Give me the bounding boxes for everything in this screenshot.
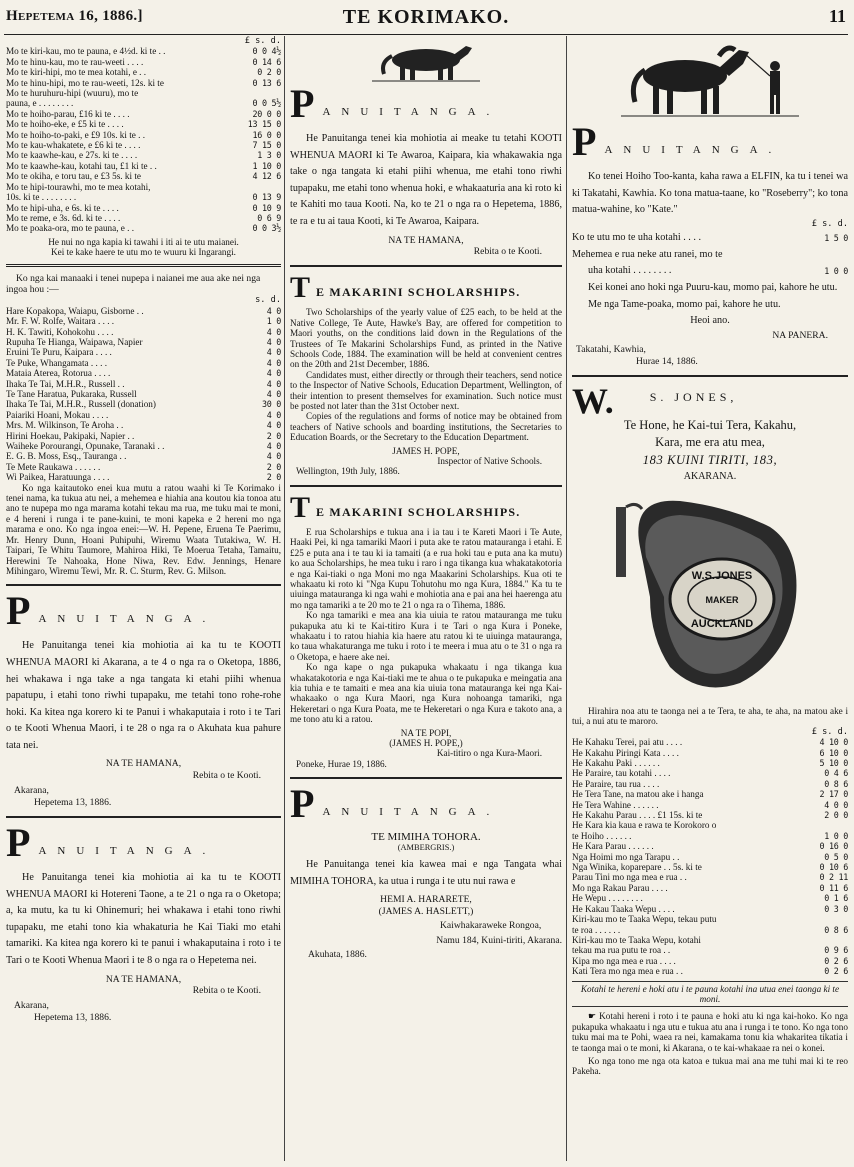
saddlery-row: [572, 935, 848, 945]
saddlery-row-value: 0 11 6: [819, 882, 848, 893]
saddlery-row-label: Kiri-kau mo te Taaka Wepu, kotahi: [572, 934, 701, 945]
advert-paragraph-2: Ko nga tono me nga ota katoa e tukua mai ana me tuhi mai ki te reo Pakeha.: [572, 1055, 848, 1077]
notice-paragraph-2: Candidates must, either directly or through their teachers, send notice to the Inspector of Native Schools, Education Department, Wellington, of their intention to present themselves for examination. Such notice must be posted not later than the 31st October next.: [290, 369, 562, 412]
saddlery-row: [572, 768, 848, 778]
saddlery-row: [572, 966, 848, 976]
price-row-label: Mo te hoiho-eke, e £5 ki te . . . .: [6, 119, 124, 130]
saddlery-row-label: Mo nga Rakau Parau . . . .: [572, 882, 668, 893]
saddlery-row: [572, 748, 848, 758]
saddlery-row-value: 4 10 0: [819, 737, 848, 748]
saddlery-row-label: Nga Winika, koparepare . . 5s. ki te: [572, 862, 702, 873]
saddlery-row: [572, 789, 848, 799]
subscriber-row-value: 4 0: [266, 368, 281, 379]
subscriber-row-label: Mr. F. W. Rolfe, Waitara . . . .: [6, 316, 115, 327]
market-note-2: Kei te kake haere te utu mo te wuuru ki Ingarangi.: [51, 247, 236, 258]
price-row-value: 1 10 0: [252, 160, 281, 171]
notice-signatory-role: Kai-titiro o nga Kura-Maori.: [436, 748, 542, 759]
price-row: [6, 119, 281, 129]
notice-signatory-role: Rebita o te Kooti.: [192, 769, 261, 781]
divider: [572, 375, 848, 377]
subscribers-paragraph: Ko nga kaitautoko enei kua mutu a ratou waahi ki Te Korimako i tenei nama, ka tukua atu nei, a mehemea e hiahia ana koutou kia tonoa atu ano te nupepa mo nga marama kotahi tekau ma rua, me tuku mai te moni, e 4 hereni i runga i te pane-kuini, te moni kapeka e 2 hereni mo nga marama e ono. Ko nga ingoa enei:—W. H. Pepene, Eruena Te Paerimu, Mr. Henry Dunn, Hoani Puhipuhi, Wiremu Waata Tutakiwa, W. H. Taipari, Te Whitu Taumore, Mahiroa Hiki, Te Moerua Tetaha, Tamaitu, Herewini Te Nahoaka, Hone Niwa, Rev. Edw. Jennings, Henare Mihingaro, Wiremu Tewi, Mr. R. C. Sturm, Rev. G. Milson.: [6, 482, 281, 576]
advert-city: AKARANA.: [683, 470, 737, 482]
price-row-label: Mo te hinu-hipi, mo te rau-weeti, 12s. ki te: [6, 77, 164, 88]
subscribers-column-heading: s. d.: [255, 295, 281, 306]
saddlery-row-value: 2 17 0: [819, 789, 848, 800]
saddlery-row: [572, 883, 848, 893]
subscriber-row-label: Ihaka Te Tai, M.H.R., Russell (donation): [6, 399, 156, 410]
price-row: [6, 78, 281, 88]
subscriber-row: [6, 451, 281, 461]
fee-label-continued: Mehemea e rua neke atu ranei, mo te: [572, 248, 723, 260]
saddle-icon: [572, 487, 848, 702]
price-row: [6, 192, 281, 202]
subscriber-row-value: 4 0: [266, 326, 281, 337]
saddlery-row-label: Parau Tini mo nga mea e rua . .: [572, 872, 687, 883]
saddlery-row: [572, 945, 848, 955]
subscriber-row-value: 4 0: [266, 378, 281, 389]
column-rule-1: [284, 36, 285, 1161]
saddlery-row-value: 0 8 6: [824, 924, 848, 935]
notice-signatory-role: Kaiwhakaraweke Rongoa,: [440, 920, 542, 932]
price-row-value: 0 0 3½: [252, 223, 281, 234]
price-row-label: Mo te kaawhe-kau, kotahi tau, £1 ki te . .: [6, 160, 157, 171]
notice-date: Poneke, Hurae 19, 1886.: [296, 758, 387, 769]
saddlery-row: [572, 893, 848, 903]
fee-value: 1 5 0: [824, 233, 848, 244]
advert-paragraph-1-text: Kotahi hereni i roto i te pauna e hoki atu ki nga kai-hoko. Ko nga pukapuka whakaatu i nga utu e tukua atu ana i runga i te tono. Ko nga tono tuku mai ma te Pohi, waea ra nei, kamakama tonu kia whakaritea tikatia i te taonga mai o te moni, ki Akarana, o te kai-whakaae ra nei o konei.: [572, 1011, 848, 1053]
badge-text-3: AUCKLAND: [690, 617, 754, 630]
saddlery-row-label: He Tera Tane, na matou ake i hanga: [572, 789, 704, 800]
notice-signature: NA TE HAMANA,: [388, 234, 464, 246]
scholarship-notice-english: [290, 271, 562, 477]
subscriber-row: [6, 441, 281, 451]
divider: [290, 777, 562, 779]
advert-paragraph-1: [572, 1011, 848, 1053]
drop-cap: P: [572, 119, 597, 164]
saddlery-row-label: Kipa mo nga mea e rua . . . .: [572, 955, 676, 966]
price-row-label: Mo te hoiho-parau, £16 ki te . . . .: [6, 108, 130, 119]
issue-date: Hepetema 16, 1886.]: [6, 8, 143, 24]
price-row: [6, 182, 281, 192]
price-row-value: 4 12 6: [252, 171, 281, 182]
saddlery-row-label: te roa . . . . . .: [572, 924, 621, 935]
price-row-value: 0 10 9: [252, 202, 281, 213]
drop-cap: P: [6, 588, 31, 634]
subscriber-row-label: Te Puke, Whangamata . . . .: [6, 357, 107, 368]
saddlery-row: [572, 737, 848, 747]
notice-paragraph-3: Ko nga kape o nga pukapuka whakaatu i nga tikanga kua whakatakotoria e nga Kai-tiaki me te ahua o te pukapuka e meingatia ana kia tuhia e te tamaiti e mea ana kia uiuia tona matauranga kei nga Kai-whakaako o nga Kura Maori, nga Kura nohoanga tamariki, nga Hekeretari o nga Kura Poata, me te Hekeretari o nga Kura e takoto ana, a me tono atu ki a ratou.: [290, 662, 562, 725]
subscriber-row: [6, 316, 281, 326]
saddlery-row-label: He Kakahu Parau . . . . £1 15s. ki te: [572, 810, 703, 821]
drop-cap: P: [290, 781, 315, 827]
subscriber-row-value: 1 0: [266, 316, 281, 327]
stallion-icon: [572, 40, 848, 125]
saddlery-row: [572, 872, 848, 882]
notice-date: Hepetema 13, 1886.: [34, 796, 112, 808]
notice-signature: NA TE POPI,: [400, 727, 452, 738]
subscriber-row: [6, 410, 281, 420]
price-row: [6, 150, 281, 160]
saddlery-row: [572, 831, 848, 841]
saddlery-row-value: 0 2 6: [824, 955, 848, 966]
subscriber-row-label: Wi Paikea, Haratuunga . . . .: [6, 472, 110, 483]
price-row-label: 10s. ki te . . . . . . . .: [6, 192, 77, 203]
subscriber-row-label: Te Mete Raukawa . . . . . .: [6, 461, 101, 472]
saddlery-row-value: 0 2 11: [819, 872, 848, 883]
notice-signature-english: (JAMES H. POPE,): [389, 738, 463, 748]
saddlery-row-label: Kiri-kau mo te Taaka Wepu, tekau putu: [572, 914, 717, 925]
divider: [6, 264, 281, 267]
subscriber-row-value: 2 0: [266, 430, 281, 441]
divider: [6, 584, 281, 586]
advert-line-2: Kara, me era atu mea,: [655, 434, 765, 449]
subscriber-row: [6, 347, 281, 357]
price-column-heading: £ s. d.: [244, 36, 281, 46]
price-column-heading: £ s. d.: [811, 726, 848, 737]
column-2: [290, 36, 562, 1163]
subscriber-row-label: Waiheke Porourangi, Opunake, Taranaki . .: [6, 441, 165, 452]
saddlery-row-label: He Kakahu Piringi Kata . . . .: [572, 747, 679, 758]
stallion-notice: [572, 119, 848, 367]
notice-body: He Panuitanga tenei kia kawea mai e nga Tangata whai MIMIHA TOHORA, ka utua i runga i te utu nui rawa e: [290, 859, 562, 887]
saddlery-row-value: 0 2 6: [824, 966, 848, 977]
divider: [572, 981, 848, 982]
price-row: [6, 223, 281, 233]
saddlery-row-value: 5 10 0: [819, 758, 848, 768]
discount-note: Kotahi te hereni e hoki atu i te pauna kotahi ina utua enei taonga ki te moni.: [580, 983, 840, 1004]
subscriber-row-value: 2 0: [266, 461, 281, 472]
saddlery-row-value: 6 10 0: [819, 747, 848, 758]
masthead-title: TE KORIMAKO.: [342, 6, 510, 28]
saddlery-row-label: He Kakahu Paki . . . . . .: [572, 758, 660, 768]
scholarship-notice-maori: [290, 490, 562, 769]
fee-label: uha kotahi . . . . . . . .: [588, 265, 672, 277]
badge-text-1: W.S.JONES: [691, 569, 753, 582]
saddlery-row: [572, 852, 848, 862]
divider: [290, 485, 562, 487]
notice-paragraph-1: E rua Scholarships e tukua ana i ia tau i te Kareti Maori i Te Aute, Haaki Pei, ki nga tamariki Maori i puta ake te ratou matauranga i etahi. E £25 e puta ana i te tau ki ia tamaiti (a e rua hoki tau e puta ana ka mutu) ko aua Scholarships, he mea tuku i raro i nga tikanga kua whakatakotoria e nga Kai-tiaki o nga Moni mo nga Maakarini Scholarships. Kua oti te whakaatu ki roto ki "Nga Kupu Tohutohu mo nga Kura, 1884." Ka tu te uiuinga matauranga ki nga wahi e mohiotia ana e pai ana hei haerenga atu mo nga tamariki a te 20 mo te 21 o nga ra o Tihema, 1886.: [290, 526, 562, 610]
price-row-value: 16 0 0: [252, 129, 281, 140]
saddlery-row-value: 0 1 6: [824, 893, 848, 904]
subscriber-row-value: 4 0: [266, 441, 281, 452]
saddler-advertisement: [572, 380, 848, 1077]
notice-heading: ANUITANGA.: [322, 106, 501, 118]
saddlery-row: [572, 820, 848, 830]
notice-heading: ANUITANGA.: [38, 845, 217, 858]
price-row: [6, 140, 281, 150]
price-row-label: Mo te reme, e 3s. 6d. ki te . . . .: [6, 212, 121, 223]
advert-address: 183 KUINI TIRITI, 183,: [642, 452, 778, 467]
saddlery-row: [572, 810, 848, 820]
price-row-label: Mo te hipi-uha, e 6s. ki te . . . .: [6, 202, 119, 213]
divider: [6, 816, 281, 818]
saddlery-row-label: tekau ma rua putu te roa . .: [572, 945, 671, 956]
notice-body: He Panuitanga tenei kia mohiotia ai ka tu te KOOTI WHENUA MAORI ki Akarana, a te 4 o nga ra o Oketopa, 1886, hei whakawa i nga take a nga tangata ki etahi piihi whenua papatupu, i etahi tono riwhi tupapaku, me tetahi tono rohe-rohe hoki. Ka kitea nga korero ki te Panui i whakaputaia i roto i te Tari o te Kooti Whenua Maori, i te 28 o nga ra o Akuhata kua pahure tata nei.: [6, 640, 281, 751]
subscriber-row-value: 4 0: [266, 347, 281, 358]
pointing-hand-icon: ☛: [588, 1011, 600, 1022]
badge-text-2: MAKER: [705, 594, 739, 605]
saddlery-row-value: 4 0 0: [824, 799, 848, 810]
notice-closing: Heoi ano.: [690, 315, 730, 327]
notice-place: Takatahi, Kawhia,: [576, 344, 646, 356]
saddlery-row-label: He Wepu . . . . . . . .: [572, 893, 643, 904]
price-row-value: 13 15 0: [247, 119, 281, 130]
notice-date: Hurae 14, 1886.: [636, 355, 698, 367]
subscriber-row: [6, 472, 281, 482]
notice-signatory-role: Rebita o te Kooti.: [192, 985, 261, 997]
fee-label: Ko te utu mo te uha kotahi . . . .: [572, 232, 702, 244]
price-row-label: Mo te poaka-ora, mo te pauna, e . .: [6, 223, 135, 234]
saddlery-row-value: 0 4 6: [824, 768, 848, 779]
horse-icon: [290, 40, 562, 87]
saddlery-row-label: He Tera Wahine . . . . . .: [572, 799, 659, 810]
divider: [572, 1006, 848, 1007]
page-header: [4, 0, 848, 35]
saddlery-row-value: 2 0 0: [824, 810, 848, 821]
subscriber-row-value: 4 0: [266, 451, 281, 462]
price-row-value: 0 6 9: [257, 212, 281, 223]
notice-paragraph-1: Two Scholarships of the yearly value of £25 each, to be held at the Native College, Te Aute, Hawke's Bay, are offered for competition to Maori youths, on the conditions laid down in the Regulations of the Trustees of Te Makarini Scholarships Fund, as printed in the Native Schools Code, 1884. The examination will be held at convenient centres on the 20th and 21st December, 1886.: [290, 307, 562, 370]
subscriber-row-label: Te Tane Haratua, Pukaraka, Russell: [6, 389, 137, 399]
notice-signatory-role: Rebita o te Kooti.: [473, 245, 542, 257]
subscriber-row-label: Paiariki Hoani, Mokau . . . .: [6, 409, 109, 420]
price-row-value: 0 0 4½: [252, 46, 281, 57]
price-row-label: Mo te hinu-kau, mo te rau-weeti . . . .: [6, 56, 144, 67]
price-row-label: Mo te kau-whakatete, e £6 ki te . . . .: [6, 140, 141, 151]
drop-cap: T: [290, 271, 311, 305]
subscriber-row: [6, 389, 281, 399]
price-row-value: 0 13 6: [252, 77, 281, 88]
price-row-value: 7 15 0: [252, 140, 281, 151]
price-row-value: 20 0 0: [252, 108, 281, 119]
subscriber-row-value: 4 0: [266, 420, 281, 431]
price-row: [6, 88, 281, 98]
subscriber-row-label: Ihaka Te Tai, M.H.R., Russell . .: [6, 378, 125, 389]
subscriber-row: [6, 462, 281, 472]
notice-heading: ANUITANGA.: [604, 144, 783, 156]
saddlery-price-list: [572, 737, 848, 976]
subscribers-list: [6, 306, 281, 483]
saddlery-row-value: 0 10 6: [819, 862, 848, 873]
saddlery-row-label: He Paraire, tau rua . . . .: [572, 778, 660, 789]
notice-place: Akarana,: [14, 785, 49, 797]
saddlery-row-value: 0 5 0: [824, 851, 848, 862]
fee-column-heading: £ s. d.: [811, 218, 848, 229]
price-row-label: Mo te hoiho-to-paki, e £9 10s. ki te . .: [6, 129, 146, 140]
saddlery-row-label: He Kara kia kaua e rawa te Korokoro o: [572, 820, 717, 831]
saddlery-row-label: He Paraire, tau kotahi . . . .: [572, 768, 671, 779]
subscriber-row-label: Hare Kopakopa, Waiapu, Gisborne . .: [6, 305, 144, 316]
price-row-label: Mo te huruhuru-hipi (wuuru), mo te: [6, 88, 139, 99]
notice-heading: ANUITANGA.: [38, 613, 217, 626]
saddlery-row-label: Kati Tera mo nga mea e rua . .: [572, 966, 683, 977]
price-row: [6, 161, 281, 171]
notice-heading: E MAKARINI SCHOLARSHIPS.: [316, 504, 521, 519]
saddlery-row-label: He Kara Parau . . . . . .: [572, 841, 654, 852]
price-row: [6, 109, 281, 119]
price-row: [6, 171, 281, 181]
saddlery-row: [572, 862, 848, 872]
subscriber-row: [6, 431, 281, 441]
fee-value: 1 0 0: [824, 266, 848, 277]
price-row-value: 1 3 0: [257, 150, 281, 161]
notice-date: Hepetema 13, 1886.: [34, 1011, 112, 1023]
divider: [290, 265, 562, 267]
saddlery-row: [572, 914, 848, 924]
price-row: [6, 67, 281, 77]
subscriber-row: [6, 420, 281, 430]
price-row-label: Mo te kiri-hipi, mo te mea kotahi, e . .: [6, 67, 147, 78]
subscriber-row-value: 4 0: [266, 305, 281, 316]
notice-title: TE MIMIHA TOHORA.: [371, 831, 481, 844]
saddlery-row-value: 0 9 6: [824, 945, 848, 956]
price-row-label: Mo te okiha, e toru tau, e £3 5s. ki te: [6, 171, 141, 182]
advert-heading: S. JONES,: [649, 389, 738, 404]
notice-paragraph-2: Kei konei ano hoki nga Puuru-kau, momo pai, kahore he utu.: [588, 281, 838, 293]
fee-row: [572, 263, 848, 280]
subscriber-row-value: 4 0: [266, 389, 281, 399]
subscriber-row: [6, 379, 281, 389]
saddlery-row-label: Nga Hoimi mo nga Tarapu . .: [572, 851, 680, 862]
subscriber-row-value: 2 0: [266, 472, 281, 483]
subscriber-row-label: Hirini Hoekau, Pakipaki, Napier . .: [6, 430, 135, 441]
notice-heading: ANUITANGA.: [322, 806, 501, 819]
saddlery-row-value: 0 8 6: [824, 778, 848, 789]
court-notice-akarana: [6, 588, 281, 808]
price-row-value: 0 13 9: [252, 192, 281, 203]
ambergris-notice: [290, 781, 562, 961]
saddlery-row: [572, 956, 848, 966]
price-row-value: 0 14 6: [252, 56, 281, 67]
saddlery-row-label: te Hoiho . . . . . .: [572, 830, 632, 841]
subscriber-row: [6, 399, 281, 409]
notice-address: Namu 184, Kuini-tiriti, Akarana.: [436, 934, 562, 946]
page-number: 11: [828, 6, 846, 26]
market-price-list: [6, 46, 281, 233]
drop-cap: W.: [572, 380, 614, 421]
column-rule-2: [566, 36, 567, 1161]
subscriber-row-label: E. G. B. Moss, Esq., Tauranga . .: [6, 451, 127, 462]
subscriber-row-label: Mataia Aterea, Rotorua . . . .: [6, 368, 111, 379]
court-notice-awaroa: [290, 81, 562, 257]
notice-body: Ko tenei Hoiho Too-kanta, kaha rawa a ELFIN, ka tu i tenei wa ki Takatahi, Kawhia. Ko tona matua-taane, ko "Roseberry"; ko tona matua-wahine, ko "Kate.": [572, 171, 848, 216]
subscriber-row: [6, 306, 281, 316]
saddlery-row-value: 1 0 0: [824, 830, 848, 841]
subscriber-row-value: 4 0: [266, 357, 281, 368]
notice-signature: HEMI A. HARARETE,: [380, 894, 472, 906]
saddlery-row: [572, 800, 848, 810]
market-note-1: He nui no nga kapia ki tawahi i iti ai te utu maianei.: [48, 236, 239, 247]
notice-body: He Panuitanga tenei kia mohiotia ai ka tu te KOOTI WHENUA MAORI ki Hotereni Taone, a te 21 o nga ra o Oketopa; a, ka mutu, ka tu ki Ohinemuri; hei whakawa i etahi tono riwhi tupapaku, me etahi tono kia whakaturia he Kai Tiaki mo etahi tamariki. Ka kitea nga korero ki te panui i whakaputaina i roto i te Tari o te Kooti Whenua Maori i te 8 o nga ra o Hepetema nei.: [6, 872, 281, 967]
column-3: [572, 36, 848, 1163]
notice-date: Wellington, 19th July, 1886.: [296, 466, 400, 477]
price-row: [6, 213, 281, 223]
notice-date: Akuhata, 1886.: [308, 949, 367, 961]
subscriber-row: [6, 337, 281, 347]
notice-paragraph-3: Me nga Tame-poaka, momo pai, kahore he utu.: [588, 298, 781, 310]
drop-cap: P: [290, 81, 315, 126]
notice-place: Akarana,: [14, 1000, 49, 1012]
price-row: [6, 130, 281, 140]
subscriber-row-value: 4 0: [266, 409, 281, 420]
price-row-label: pauna, e . . . . . . . .: [6, 98, 74, 109]
price-row: [6, 57, 281, 67]
price-row: [6, 203, 281, 213]
price-row: [6, 98, 281, 108]
column-1: [6, 36, 281, 1163]
drop-cap: P: [6, 820, 31, 866]
notice-signatory-role: Inspector of Native Schools.: [437, 456, 542, 467]
price-row-value: 0 2 0: [257, 67, 281, 78]
saddlery-row: [572, 758, 848, 768]
saddlery-row-label: He Kahaku Terei, pai atu . . . .: [572, 737, 683, 748]
saddlery-row: [572, 925, 848, 935]
saddlery-row: [572, 779, 848, 789]
saddlery-row-value: 0 3 0: [824, 903, 848, 914]
saddlery-row: [572, 841, 848, 851]
price-row-label: Mo te kaawhe-kau, e 27s. ki te . . . .: [6, 150, 138, 161]
notice-body: He Panuitanga tenei kia mohiotia ai meake tu tetahi KOOTI WHENUA MAORI ki Te Awaroa, Kaipara, kia whakawakia nga take o nga tangata ki etahi piihi whenua, me etahi tono riwhi tupapaku, me etahi tono whenua hoki, e whakaaturia ana ki roto ki te Kahiti mo taua Kooti. Na, ko te 21 o nga ra o Hepetema, 1886, te ra e tu ai taua Kooti, ki Te Awaroa, Kaipara.: [290, 133, 562, 227]
notice-heading: E MAKARINI SCHOLARSHIPS.: [316, 285, 521, 300]
price-row-label: Mo te kiri-kau, mo te pauna, e 4½d. ki te . .: [6, 46, 166, 57]
notice-signature: NA PANERA.: [772, 329, 828, 341]
subscriber-row: [6, 368, 281, 378]
court-notice-hotereni: [6, 820, 281, 1023]
price-row: [6, 46, 281, 56]
subscriber-row-label: H. K. Tawiti, Kohokohu . . . .: [6, 326, 114, 337]
price-row-label: Mo te hipi-tourawhi, mo te mea kotahi,: [6, 181, 151, 192]
saddlery-row-label: He Kakau Taaka Wepu . . . .: [572, 903, 675, 914]
notice-subtitle: (AMBERGRIS.): [397, 843, 455, 853]
saddlery-row: [572, 904, 848, 914]
subscriber-row-value: 4 0: [266, 336, 281, 347]
subscriber-row-label: Rupuha Te Hianga, Waipawa, Napier: [6, 336, 143, 347]
notice-paragraph-2: Ko nga tamariki e mea ana kia uiuia te ratou matauranga me tuku pukapuka atu ki te Kai-titiro Kura i te Tari o nga Kura i Poneke, whakaatu i to ratou hiahia kia haere atu ratou ki te uiuinga matauranga, ko taua whakaturanga me tuku i roto i te meera i mua atu o te 31 o nga ra o Oketopa, e haere ake nei.: [290, 610, 562, 662]
notice-signature: JAMES H. POPE,: [392, 445, 460, 456]
advert-line-1: Te Hone, he Kai-tui Tera, Kakahu,: [623, 417, 797, 432]
drop-cap: T: [290, 490, 311, 524]
price-row-value: 0 0 5½: [252, 98, 281, 109]
fee-row: [572, 230, 848, 247]
notice-paragraph-3: Copies of the regulations and forms of notice may be obtained from teachers of Native schools and boarding institutions, the Secretaries to Education Boards, or the Secretary to the Education Department.: [290, 411, 562, 443]
subscriber-row: [6, 327, 281, 337]
subscribers-intro: Ko nga kai manaaki i tenei nupepa i naianei me aua ake nei nga ingoa hou :—: [6, 272, 261, 295]
subscriber-row-label: Eruini Te Puru, Kaipara . . . .: [6, 347, 112, 358]
notice-signature: NA TE HAMANA,: [105, 973, 182, 985]
notice-signature: NA TE HAMANA,: [105, 758, 182, 770]
subscriber-row-label: Mrs. M. Wilkinson, Te Aroha . .: [6, 420, 124, 431]
subscriber-row-value: 30 0: [262, 399, 281, 410]
saddlery-row-value: 0 16 0: [819, 841, 848, 852]
notice-signature-english: (JAMES A. HASLETT,): [378, 905, 474, 917]
advert-intro: Hirahira noa atu te taonga nei a te Tera, te aha, te aha, na matou ake i tui, a nui atu te maroro.: [572, 705, 848, 727]
subscriber-row: [6, 358, 281, 368]
